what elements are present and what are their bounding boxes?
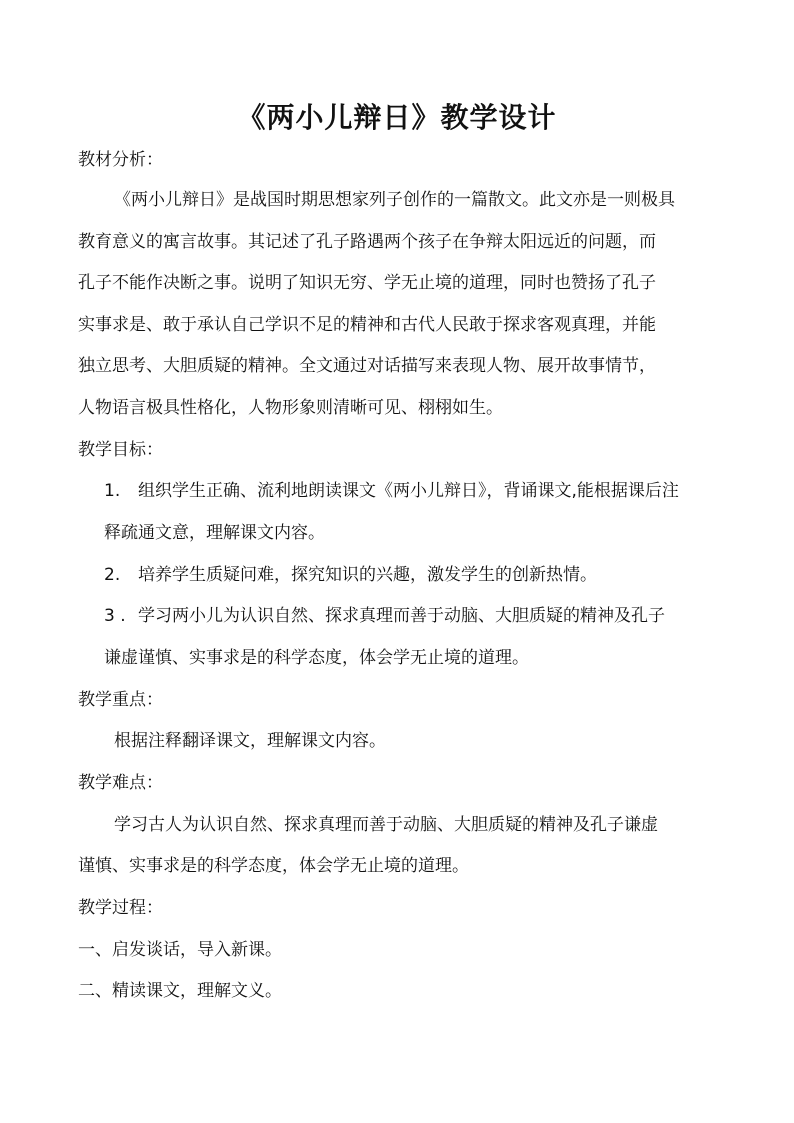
goal-item-1 xyxy=(104,478,679,504)
difficulty-line-1: 学习古人为认识自然、探求真理而善于动脑、大胆质疑的精神及孔子谦虚 xyxy=(114,815,658,835)
goal-number: 3 . xyxy=(104,606,126,626)
goal-text: 组织学生正确、流利地朗读课文《两小儿辩日》，背诵课文,能根据课后注 xyxy=(138,481,679,501)
goal-number: 1. xyxy=(104,481,121,501)
analysis-line-6: 人物语言极具性格化，人物形象则清晰可见、栩栩如生。 xyxy=(78,398,503,418)
analysis-line-4: 实事求是、敢于承认自己学识不足的精神和古代人民敢于探求客观真理，并能 xyxy=(78,315,656,335)
difficulty-line-2: 谨慎、实事求是的科学态度，体会学无止境的道理。 xyxy=(78,856,469,876)
goal-text: 学习两小儿为认识自然、探求真理而善于动脑、大胆质疑的精神及孔子 xyxy=(138,606,665,626)
heading-difficulty: 教学难点： xyxy=(78,773,163,793)
analysis-line-3: 孔子不能作决断之事。说明了知识无穷、学无止境的道理，同时也赞扬了孔子 xyxy=(78,273,656,293)
process-step-1: 一、启发谈话，导入新课。 xyxy=(78,940,282,960)
analysis-line-1: 《两小儿辩日》是战国时期思想家列子创作的一篇散文。此文亦是一则极具 xyxy=(114,190,675,210)
goal-item-1-continued: 释疏通文意，理解课文内容。 xyxy=(104,523,325,543)
goal-item-3 xyxy=(104,603,665,629)
goal-item-3-continued: 谦虚谨慎、实事求是的科学态度，体会学无止境的道理。 xyxy=(104,648,529,668)
goal-number: 2. xyxy=(104,565,121,585)
key-points-text: 根据注释翻译课文，理解课文内容。 xyxy=(114,731,386,751)
heading-process: 教学过程： xyxy=(78,898,163,918)
heading-goals: 教学目标： xyxy=(78,440,163,460)
heading-key-points: 教学重点： xyxy=(78,690,163,710)
document-title: 《两小儿辩日》教学设计 xyxy=(237,101,557,134)
heading-analysis: 教材分析： xyxy=(78,150,163,170)
analysis-line-5: 独立思考、大胆质疑的精神。全文通过对话描写来表现人物、展开故事情节， xyxy=(78,356,656,376)
goal-text: 培养学生质疑问难，探究知识的兴趣，激发学生的创新热情。 xyxy=(138,565,597,585)
goal-item-2 xyxy=(104,562,597,588)
process-step-2: 二、精读课文，理解文义。 xyxy=(78,981,282,1001)
analysis-line-2: 教育意义的寓言故事。其记述了孔子路遇两个孩子在争辩太阳远近的问题，而 xyxy=(78,232,656,252)
